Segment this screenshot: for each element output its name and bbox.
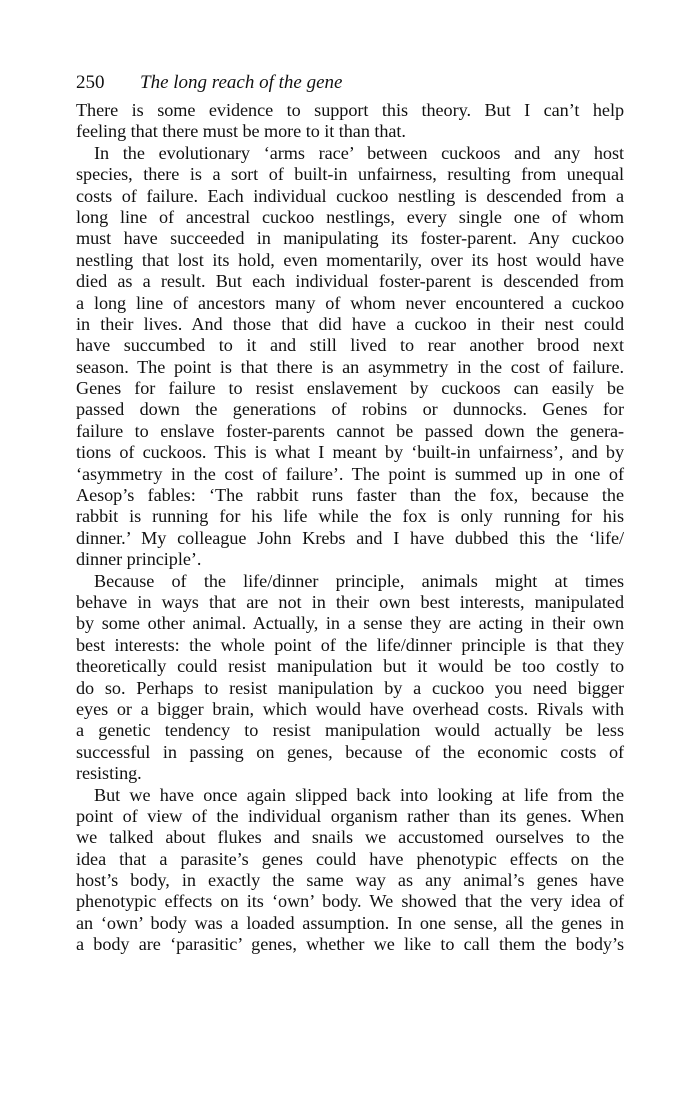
text-line: Because of the life/dinner principle, animals might at times — [94, 570, 624, 591]
text-line: must have succeeded in manipulating its foster-parent. Any cuckoo — [76, 228, 624, 249]
text-line: long line of ancestral cuckoo nestlings, every single one of whom — [76, 206, 624, 227]
text-line: Genes for failure to resist enslavement by cuckoos can easily be — [76, 378, 624, 399]
body-text — [76, 100, 624, 956]
text-line: resisting. — [76, 763, 142, 784]
text-line: best interests: the whole point of the life/dinner principle is that they — [76, 634, 624, 655]
text-line: Aesop’s fables: ‘The rabbit runs faster than the fox, because the — [76, 485, 624, 506]
text-line: behave in ways that are not in their own best interests, manipulated — [76, 591, 624, 612]
book-page — [76, 66, 624, 956]
text-line: eyes or a bigger brain, which would have overhead costs. Rivals with — [76, 698, 624, 719]
text-line: a body are ‘parasitic’ genes, whether we like to call them the body’s — [76, 934, 624, 955]
running-head — [76, 66, 624, 100]
running-title: The long reach of the gene — [140, 72, 343, 93]
text-line: a genetic tendency to resist manipulation would actually be less — [76, 720, 624, 741]
text-line: rabbit is running for his life while the fox is only running for his — [76, 506, 624, 527]
text-line: In the evolutionary ‘arms race’ between cuckoos and any host — [94, 142, 624, 163]
text-line: nestling that lost its hold, even momentarily, over its host would have — [76, 249, 624, 270]
text-line: There is some evidence to support this theory. But I can’t help — [76, 100, 624, 120]
text-line: we talked about flukes and snails we accustomed ourselves to the — [76, 827, 624, 848]
text-line: host’s body, in exactly the same way as any animal’s genes have — [76, 870, 624, 891]
text-line: But we have once again slipped back into looking at life from the — [94, 784, 624, 805]
text-line: have succumbed to it and still lived to rear another brood next — [76, 335, 624, 356]
text-line: theoretically could resist manipulation but it would be too costly to — [76, 656, 624, 677]
text-line: by some other animal. Actually, in a sense they are acting in their own — [76, 613, 624, 634]
page-number: 250 — [76, 72, 105, 93]
text-line: species, there is a sort of built-in unfairness, resulting from unequal — [76, 164, 624, 185]
text-line: dinner principle’. — [76, 549, 202, 570]
text-line: ‘asymmetry in the cost of failure’. The point is summed up in one of — [76, 463, 624, 484]
text-line: season. The point is that there is an asymmetry in the cost of failure. — [76, 356, 624, 377]
text-line: an ‘own’ body was a loaded assumption. In one sense, all the genes in — [76, 912, 624, 933]
text-line: successful in passing on genes, because of the economic costs of — [76, 741, 624, 762]
text-line: costs of failure. Each individual cuckoo nestling is descended from a — [76, 185, 624, 206]
text-line: passed down the generations of robins or dunnocks. Genes for — [76, 399, 624, 420]
text-line: do so. Perhaps to resist manipulation by a cuckoo you need bigger — [76, 677, 624, 698]
text-line: feeling that there must be more to it than that. — [76, 121, 406, 142]
text-line: phenotypic effects on its ‘own’ body. We showed that the very idea of — [76, 891, 624, 912]
text-line: tions of cuckoos. This is what I meant by ‘built-in unfairness’, and by — [76, 442, 624, 463]
text-line: dinner.’ My colleague John Krebs and I have dubbed this the ‘life/ — [76, 527, 624, 548]
text-line: failure to enslave foster-parents cannot be passed down the genera- — [76, 420, 624, 441]
text-line: a long line of ancestors many of whom never encountered a cuckoo — [76, 292, 624, 313]
text-line: died as a result. But each individual foster-parent is descended from — [76, 271, 624, 292]
text-line: idea that a parasite’s genes could have phenotypic effects on the — [76, 848, 624, 869]
text-line: point of view of the individual organism rather than its genes. When — [76, 805, 624, 826]
text-line: in their lives. And those that did have a cuckoo in their nest could — [76, 313, 624, 334]
